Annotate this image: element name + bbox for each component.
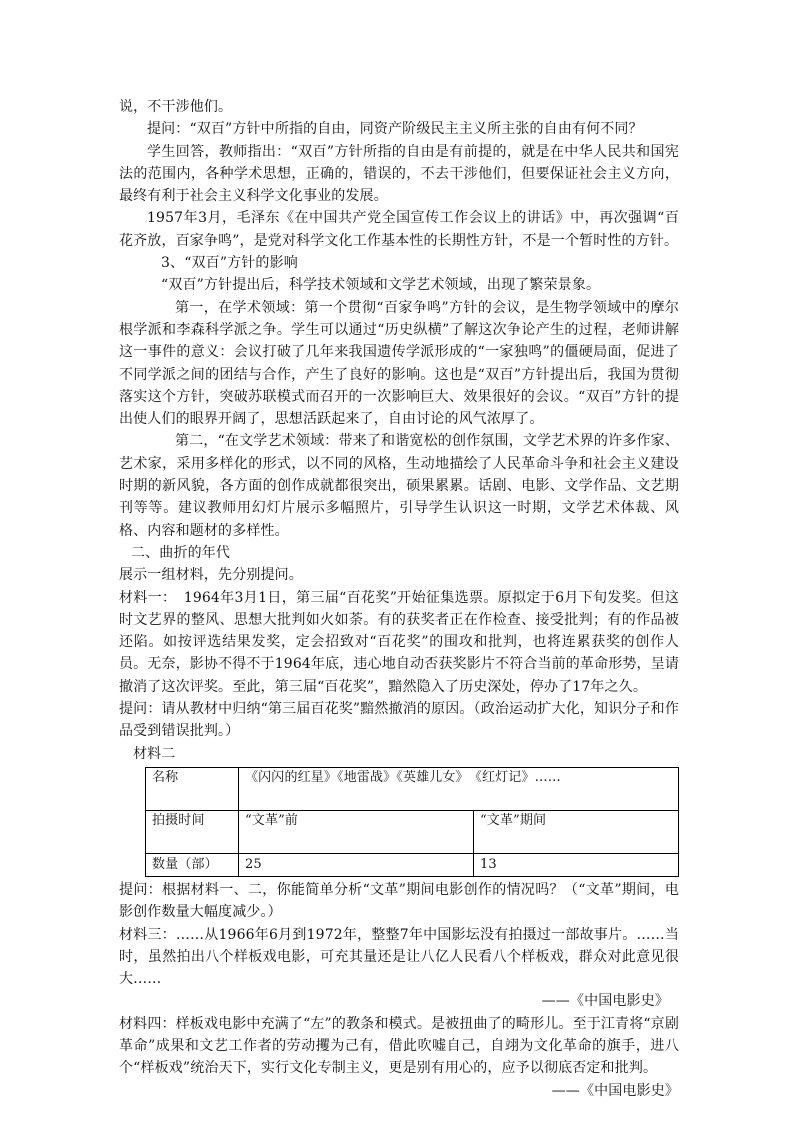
table-cell: 名称 [146,767,239,810]
table-row [146,810,679,853]
question-paragraph: 提问：请从教材中归纳“第三届百花奖”黯然撤消的原因。（政治运动扩大化，知识分子和作品受到错误批判。） [119,701,679,740]
table-cell: “文革”前 [239,810,474,853]
question-paragraph: 提问：根据材料一、二，你能简单分析“文革”期间电影创作的情况吗？（“文革”期间，电影创作数量大幅度减少。） [119,881,679,921]
table-cell: 数量（部） [146,853,239,876]
source-citation: ——《中国电影史》 [551,1082,679,1099]
paragraph: 展示一组材料，先分别提问。 [119,567,303,584]
table-cell: 拍摄时间 [146,810,239,853]
material-paragraph: 材料四：样板戏电影中充满了“左”的教条和模式。是被扭曲了的畸形儿。至于江青将“京剧革命”成果和文艺工作者的劳动攫为己有，借此吹嘘自己，自翊为文化革命的旗手，进八个“样板戏”统治天下，实行文化专制主义，更是别有用心的，应予以彻底否定和批判。 [119,1015,679,1077]
table-cell: 《闪闪的红星》《地雷战》《英雄儿女》 《红灯记》…… [239,767,679,810]
paragraph: 1957年3月，毛泽东《在中国共产党全国宣传工作会议上的讲话》中，再次强调“百花齐放，百家争鸣”，是党对科学文化工作基本性的长期性方针，不是一个暂时性的方针。 [119,210,679,249]
paragraph: 学生回答，教师指出：“双百”方针所指的自由是有前提的，就是在中华人民共和国宪法的范围内，各种学术思想，正确的，错误的，不去干涉他们，但要保证社会主义方向，最终有利于社会主义科学文化事业的发展。 [119,143,679,205]
section-heading: 二、曲折的年代 [131,544,231,561]
material-label: 材料二 [133,745,176,762]
table-cell: 25 [239,853,474,876]
paragraph: 第二，“在文学艺术领域：带来了和谐宽松的创作氛围，文学艺术界的许多作家、艺术家，采用多样化的形式，以不同的风格，生动地描绘了人民革命斗争和社会主义建设时期的新风貌，各方面的创作成就都很突出，硕果累累。话剧、电影、文学作品、文艺期刊等等。建议教师用幻灯片展示多幅照片，引导学生认识这一时期，文学艺术体裁、风格、内容和题材的多样性。 [119,433,679,539]
section-heading: 3、“双百”方针的影响 [161,255,298,272]
question-paragraph: 提问：“双百”方针中所指的自由，同资产阶级民主主义所主张的自由有何不同？ [147,121,643,138]
material-paragraph: 材料三：……从1966年6月到1972年，整整7年中国影坛没有拍摄过一部故事片。……当时，虽然拍出八个样板戏电影，可充其量还是让八亿人民看八个样板戏，群众对此意见很大…… [119,926,679,988]
table-row [146,853,679,876]
table-cell: 13 [474,853,679,876]
material-paragraph: 材料一： 1964年3月1日，第三届“百花奖”开始征集选票。原拟定于6月下旬发奖。但这时文艺界的整风、思想大批判如火如荼。有的获奖者正在作检查、接受批判；有的作品被还陷。如按评选结果发奖，定会招致对“百花奖”的围攻和批判，也将连累获奖的创作人员。无奈，影协不得不于1964年底，违心地自动否获奖影片不符合当前的革命形势，呈请撤消了这次评奖。至此，第三届“百花奖”，黯然隐入了历史深处，停办了17年之久。 [119,589,679,695]
film-table [145,767,679,877]
table-row [146,767,679,810]
paragraph: 第一，在学术领域：第一个贯彻“百家争鸣”方针的会议，是生物学领域中的摩尔根学派和李森科学派之争。学生可以通过“历史纵横”了解这次争论产生的过程，老师讲解这一事件的意义：会议打破了几年来我国遗传学派形成的“一家独鸣”的僵硬局面，促进了不同学派之间的团结与合作，产生了良好的影响。这也是“双百”方针提出后，我国为贯彻落实这个方针，突破苏联模式而召开的一次影响巨大、效果很好的会议。“双百”方针的提出使人们的眼界开阔了，思想活跃起来了，自由讨论的风气浓厚了。 [119,299,679,428]
document-body [119,96,679,1102]
paragraph: 说，不干涉他们。 [119,99,233,115]
paragraph: “双百”方针提出后，科学技术领域和文学艺术领域，出现了繁荣景象。 [161,277,601,294]
table-cell: “文革”期间 [474,810,679,853]
source-citation: ——《中国电影史》 [541,993,669,1010]
